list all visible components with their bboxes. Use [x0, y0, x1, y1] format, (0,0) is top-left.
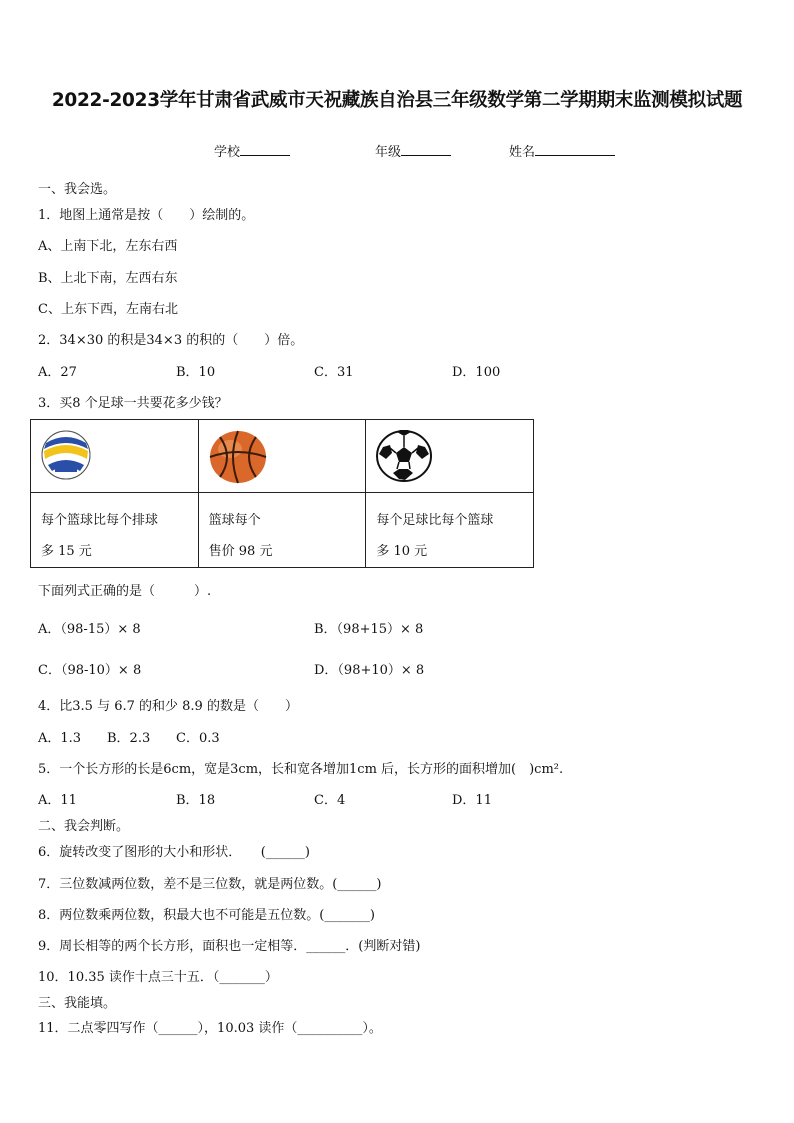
q4-option-c[interactable]: C．0.3 — [176, 731, 220, 746]
football-note: 每个足球比每个篮球 多 10 元 — [366, 493, 534, 568]
question-2: 2．34×30 的积是34×3 的积的（ ）倍。 — [38, 333, 304, 348]
volleyball-note: 每个篮球比每个排球 多 15 元 — [31, 493, 199, 568]
question-5: 5．一个长方形的长是6cm，宽是3cm，长和宽各增加1cm 后，长方形的面积增加( )cm². — [38, 762, 564, 777]
question-10[interactable]: 10．10.35 读作十点三十五．（_______） — [38, 970, 278, 985]
question-1: 1．地图上通常是按（ ）绘制的。 — [38, 208, 255, 223]
q1-option-b[interactable]: B、上北下南，左西右东 — [38, 271, 178, 286]
question-7[interactable]: 7．三位数减两位数，差不是三位数，就是两位数。(______) — [38, 877, 382, 892]
question-6[interactable]: 6．旋转改变了图形的大小和形状． (______) — [38, 845, 310, 860]
q4-option-a[interactable]: A．1.3 — [38, 731, 82, 746]
q3-option-c[interactable]: C．（98-10）× 8 — [38, 663, 142, 678]
section-heading-1: 一、我会选。 — [38, 182, 117, 197]
q3-option-b[interactable]: B．（98+15）× 8 — [314, 622, 424, 637]
ball-price-table — [30, 419, 534, 568]
question-9[interactable]: 9．周长相等的两个长方形，面积也一定相等．______．(判断对错) — [38, 939, 421, 954]
q5-option-b[interactable]: B．18 — [176, 793, 216, 808]
question-4: 4．比3.5 与 6.7 的和少 8.9 的数是（ ） — [38, 699, 298, 714]
q1-option-a[interactable]: A、上南下北，左东右西 — [38, 239, 178, 254]
question-8[interactable]: 8．两位数乘两位数，积最大也不可能是五位数。(_______) — [38, 908, 375, 923]
q2-option-c[interactable]: C．31 — [314, 365, 354, 380]
grade-field[interactable] — [375, 141, 451, 160]
q3-option-d[interactable]: D．（98+10）× 8 — [314, 663, 425, 678]
volleyball-icon — [40, 429, 92, 481]
q1-option-c[interactable]: C、上东下西，左南右北 — [38, 302, 178, 317]
basketball-icon — [208, 429, 268, 485]
q2-option-b[interactable]: B．10 — [176, 365, 216, 380]
q2-option-d[interactable]: D．100 — [452, 365, 501, 380]
question-11[interactable]: 11．二点零四写作（______），10.03 读作（__________）。 — [38, 1021, 382, 1036]
q2-option-a[interactable]: A．27 — [38, 365, 77, 380]
q5-option-d[interactable]: D．11 — [452, 793, 492, 808]
question-3: 3．买8 个足球一共要花多少钱？ — [38, 396, 228, 411]
volleyball-cell — [31, 420, 199, 493]
basketball-cell — [198, 420, 366, 493]
q5-option-a[interactable]: A．11 — [38, 793, 77, 808]
school-field[interactable] — [214, 141, 290, 160]
grade-label: 年级 — [375, 145, 402, 160]
basketball-note: 篮球每个 售价 98 元 — [198, 493, 366, 568]
school-label: 学校 — [214, 145, 241, 160]
section-heading-2: 二、我会判断。 — [38, 819, 130, 834]
q3-option-a[interactable]: A．（98-15）× 8 — [38, 622, 141, 637]
football-icon — [375, 429, 433, 483]
q3-prompt: 下面列式正确的是（ ）. — [38, 584, 212, 599]
name-field[interactable] — [509, 141, 615, 160]
name-label: 姓名 — [509, 145, 536, 160]
q4-option-b[interactable]: B．2.3 — [107, 731, 151, 746]
football-cell — [366, 420, 534, 493]
q5-option-c[interactable]: C．4 — [314, 793, 346, 808]
section-heading-3: 三、我能填。 — [38, 996, 117, 1011]
page-title: 2022-2023学年甘肃省武威市天祝藏族自治县三年级数学第二学期期末监测模拟试题 — [51, 90, 743, 111]
